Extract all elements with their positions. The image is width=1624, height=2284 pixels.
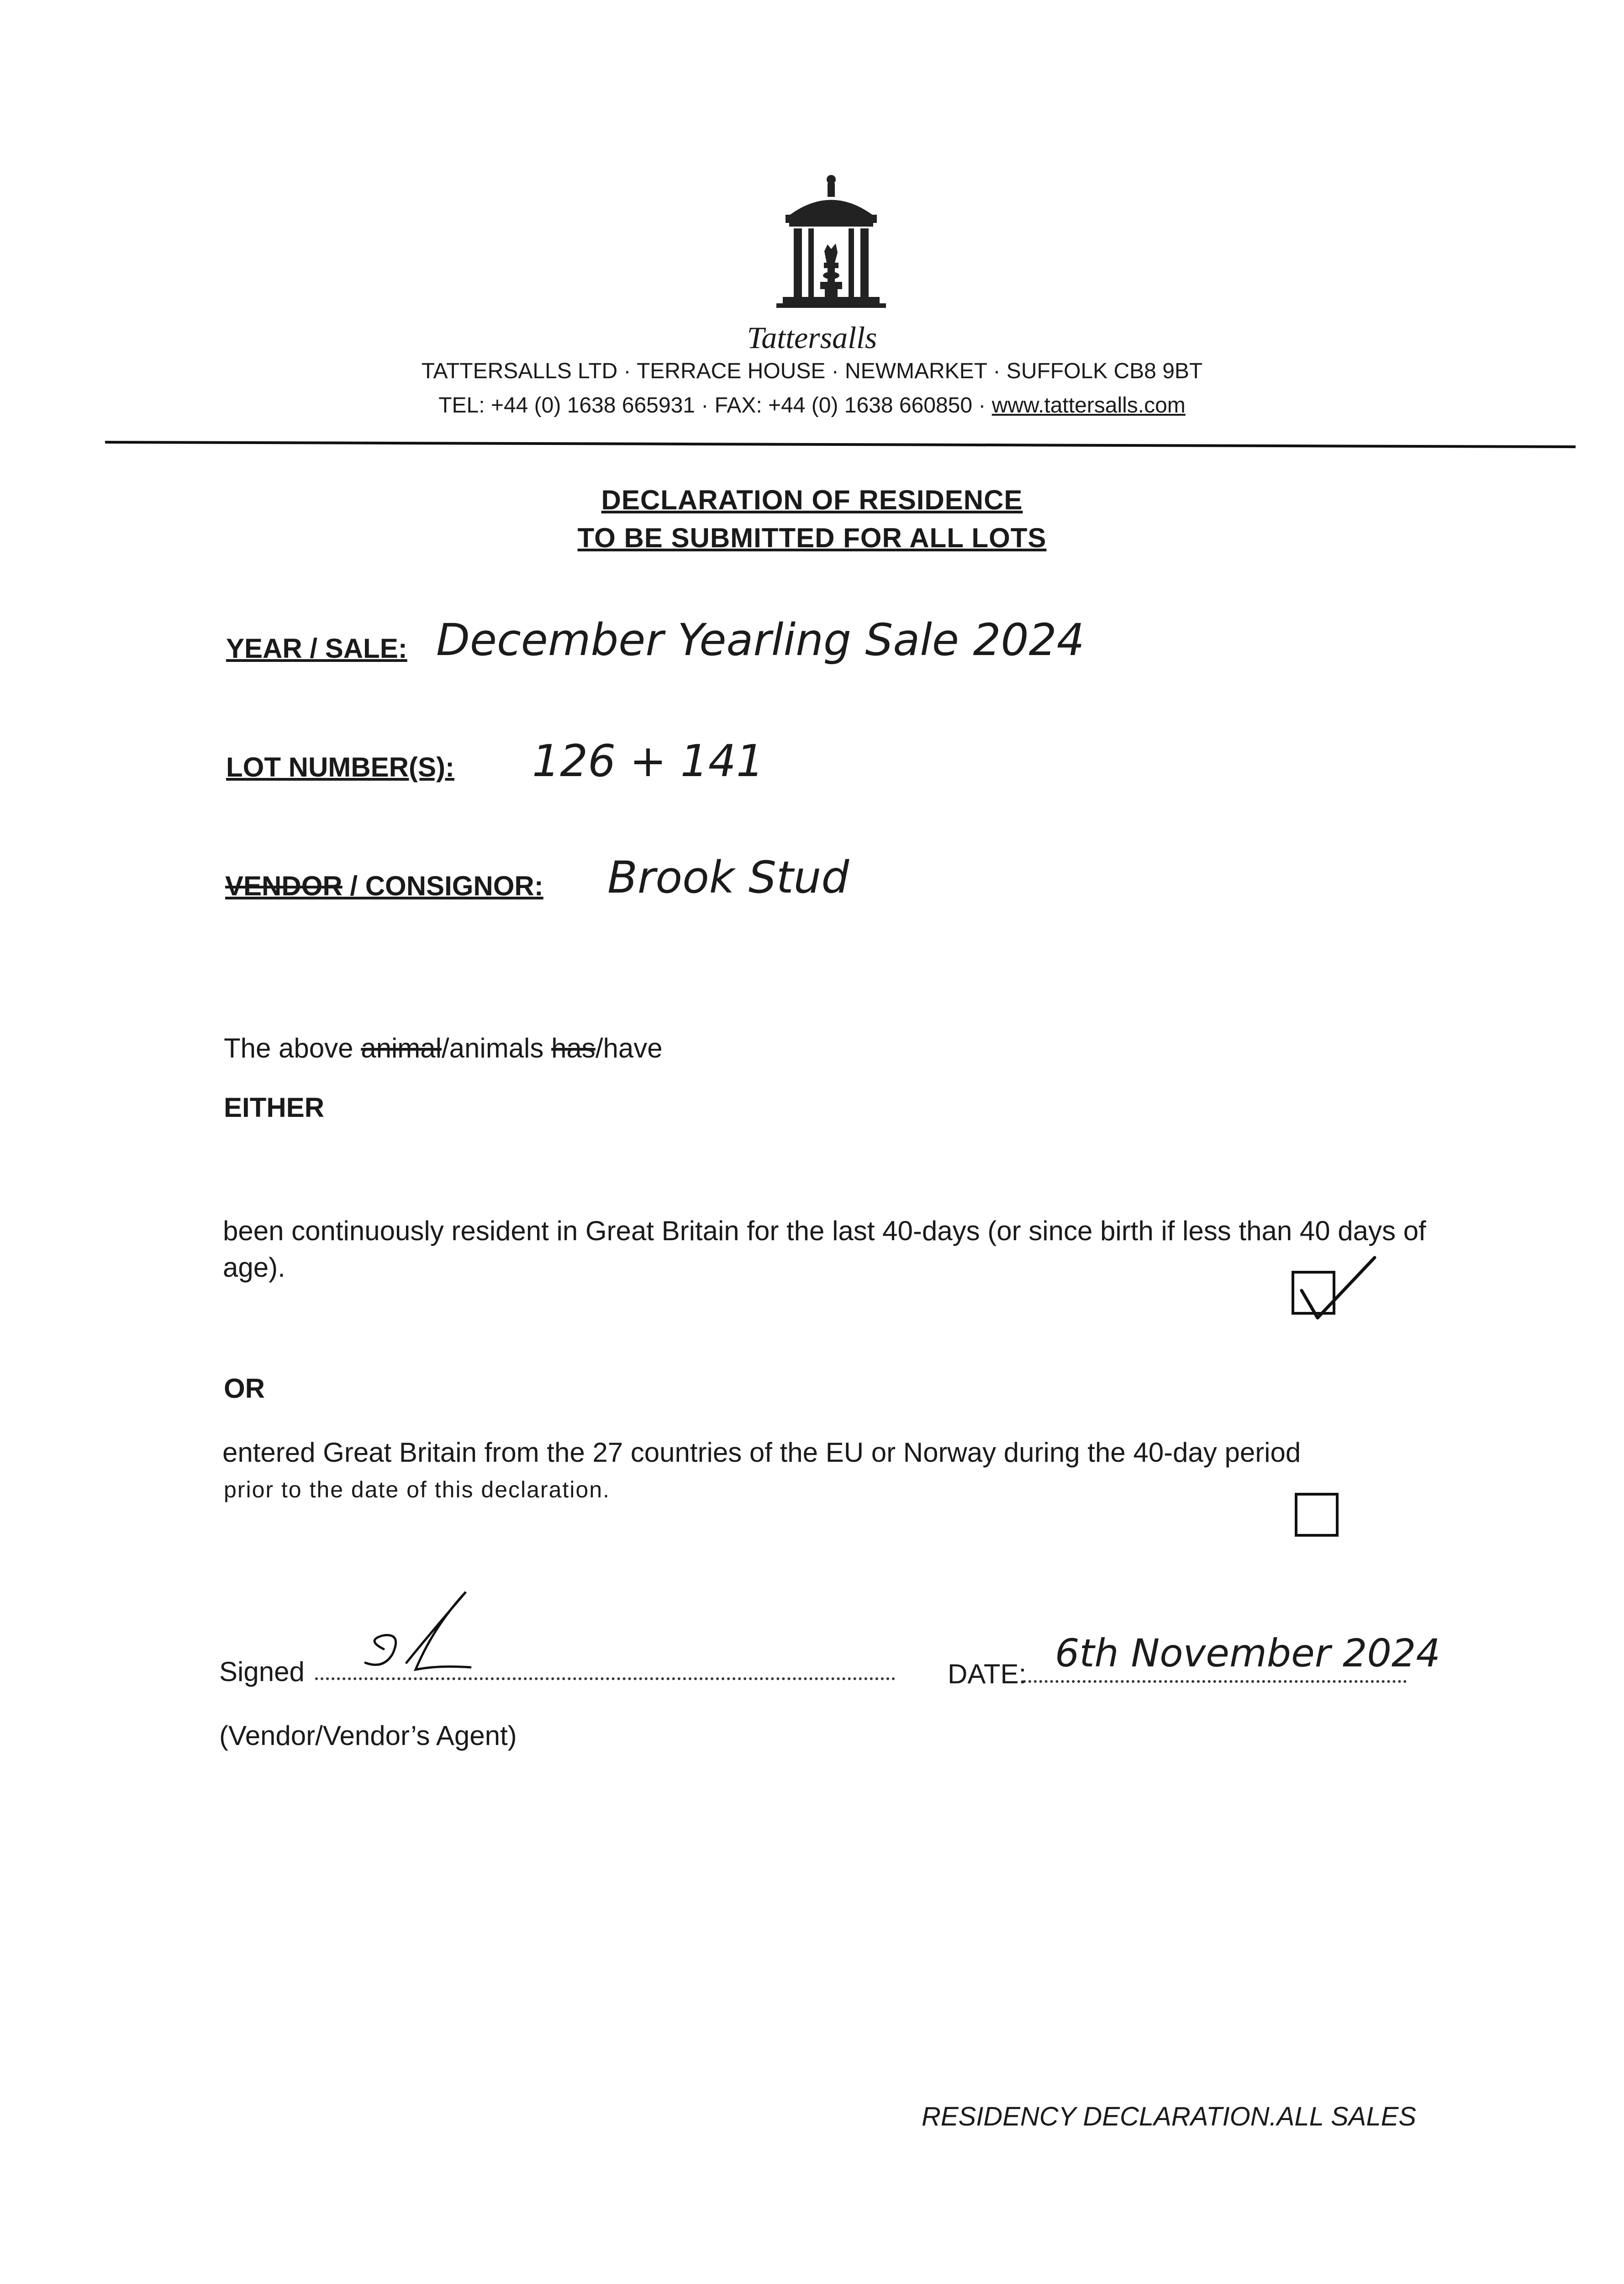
option1-text: been continuously resident in Great Britain for the last 40-days (or since birth if less than 40 days of age). <box>223 1216 1426 1283</box>
option2-checkbox[interactable] <box>1295 1493 1339 1537</box>
lot-numbers-value[interactable]: 126 + 141 <box>532 735 764 787</box>
address-line: TATTERSALLS LTD · TERRACE HOUSE · NEWMARKET · SUFFOLK CB8 9BT <box>421 359 1203 383</box>
signer-role-label: (Vendor/Vendor’s Agent) <box>219 1720 517 1751</box>
statement-intro <box>224 1030 663 1067</box>
page-title: DECLARATION OF RESIDENCE <box>601 485 1023 515</box>
has-struck: has <box>551 1033 596 1063</box>
tattersalls-logo-icon <box>776 171 886 315</box>
either-label: EITHER <box>224 1092 325 1123</box>
signature-mark <box>356 1585 493 1686</box>
vendor-label <box>225 870 543 902</box>
year-sale-label: YEAR / SALE: <box>226 633 407 664</box>
signed-label: Signed <box>219 1656 305 1687</box>
animals-text: /animals <box>441 1033 552 1063</box>
page-subtitle: TO BE SUBMITTED FOR ALL LOTS <box>577 523 1047 553</box>
date-line[interactable] <box>1023 1680 1407 1683</box>
date-label: DATE: <box>948 1659 1027 1689</box>
date-value[interactable]: 6th November 2024 <box>1055 1631 1440 1676</box>
vendor-label-struck: VENDOR <box>225 871 343 901</box>
have-text: /have <box>595 1033 663 1063</box>
animal-struck: animal <box>361 1033 442 1063</box>
option2-text-line1: entered Great Britain from the 27 countries of the EU or Norway during the 40-day period <box>222 1437 1301 1468</box>
brand-name: Tattersalls <box>747 320 877 355</box>
contact-details: TEL: +44 (0) 1638 665931 · FAX: +44 (0) 1638 660850 · <box>438 393 992 418</box>
contact-line <box>0 393 1624 418</box>
header-divider <box>105 441 1576 448</box>
form-name-footer: RESIDENCY DECLARATION.ALL SALES <box>921 2102 1416 2131</box>
consignor-label: / CONSIGNOR: <box>342 871 543 901</box>
vendor-value[interactable]: Brook Stud <box>607 852 849 903</box>
checkmark-icon <box>1292 1254 1384 1327</box>
website-link[interactable]: www.tattersalls.com <box>991 393 1186 418</box>
statement-prefix: The above <box>224 1033 361 1063</box>
lot-numbers-label: LOT NUMBER(S): <box>226 752 454 782</box>
year-sale-value[interactable]: December Yearling Sale 2024 <box>436 614 1085 666</box>
option2-text-line2: prior to the date of this declaration. <box>224 1477 610 1502</box>
or-label: OR <box>224 1373 265 1404</box>
